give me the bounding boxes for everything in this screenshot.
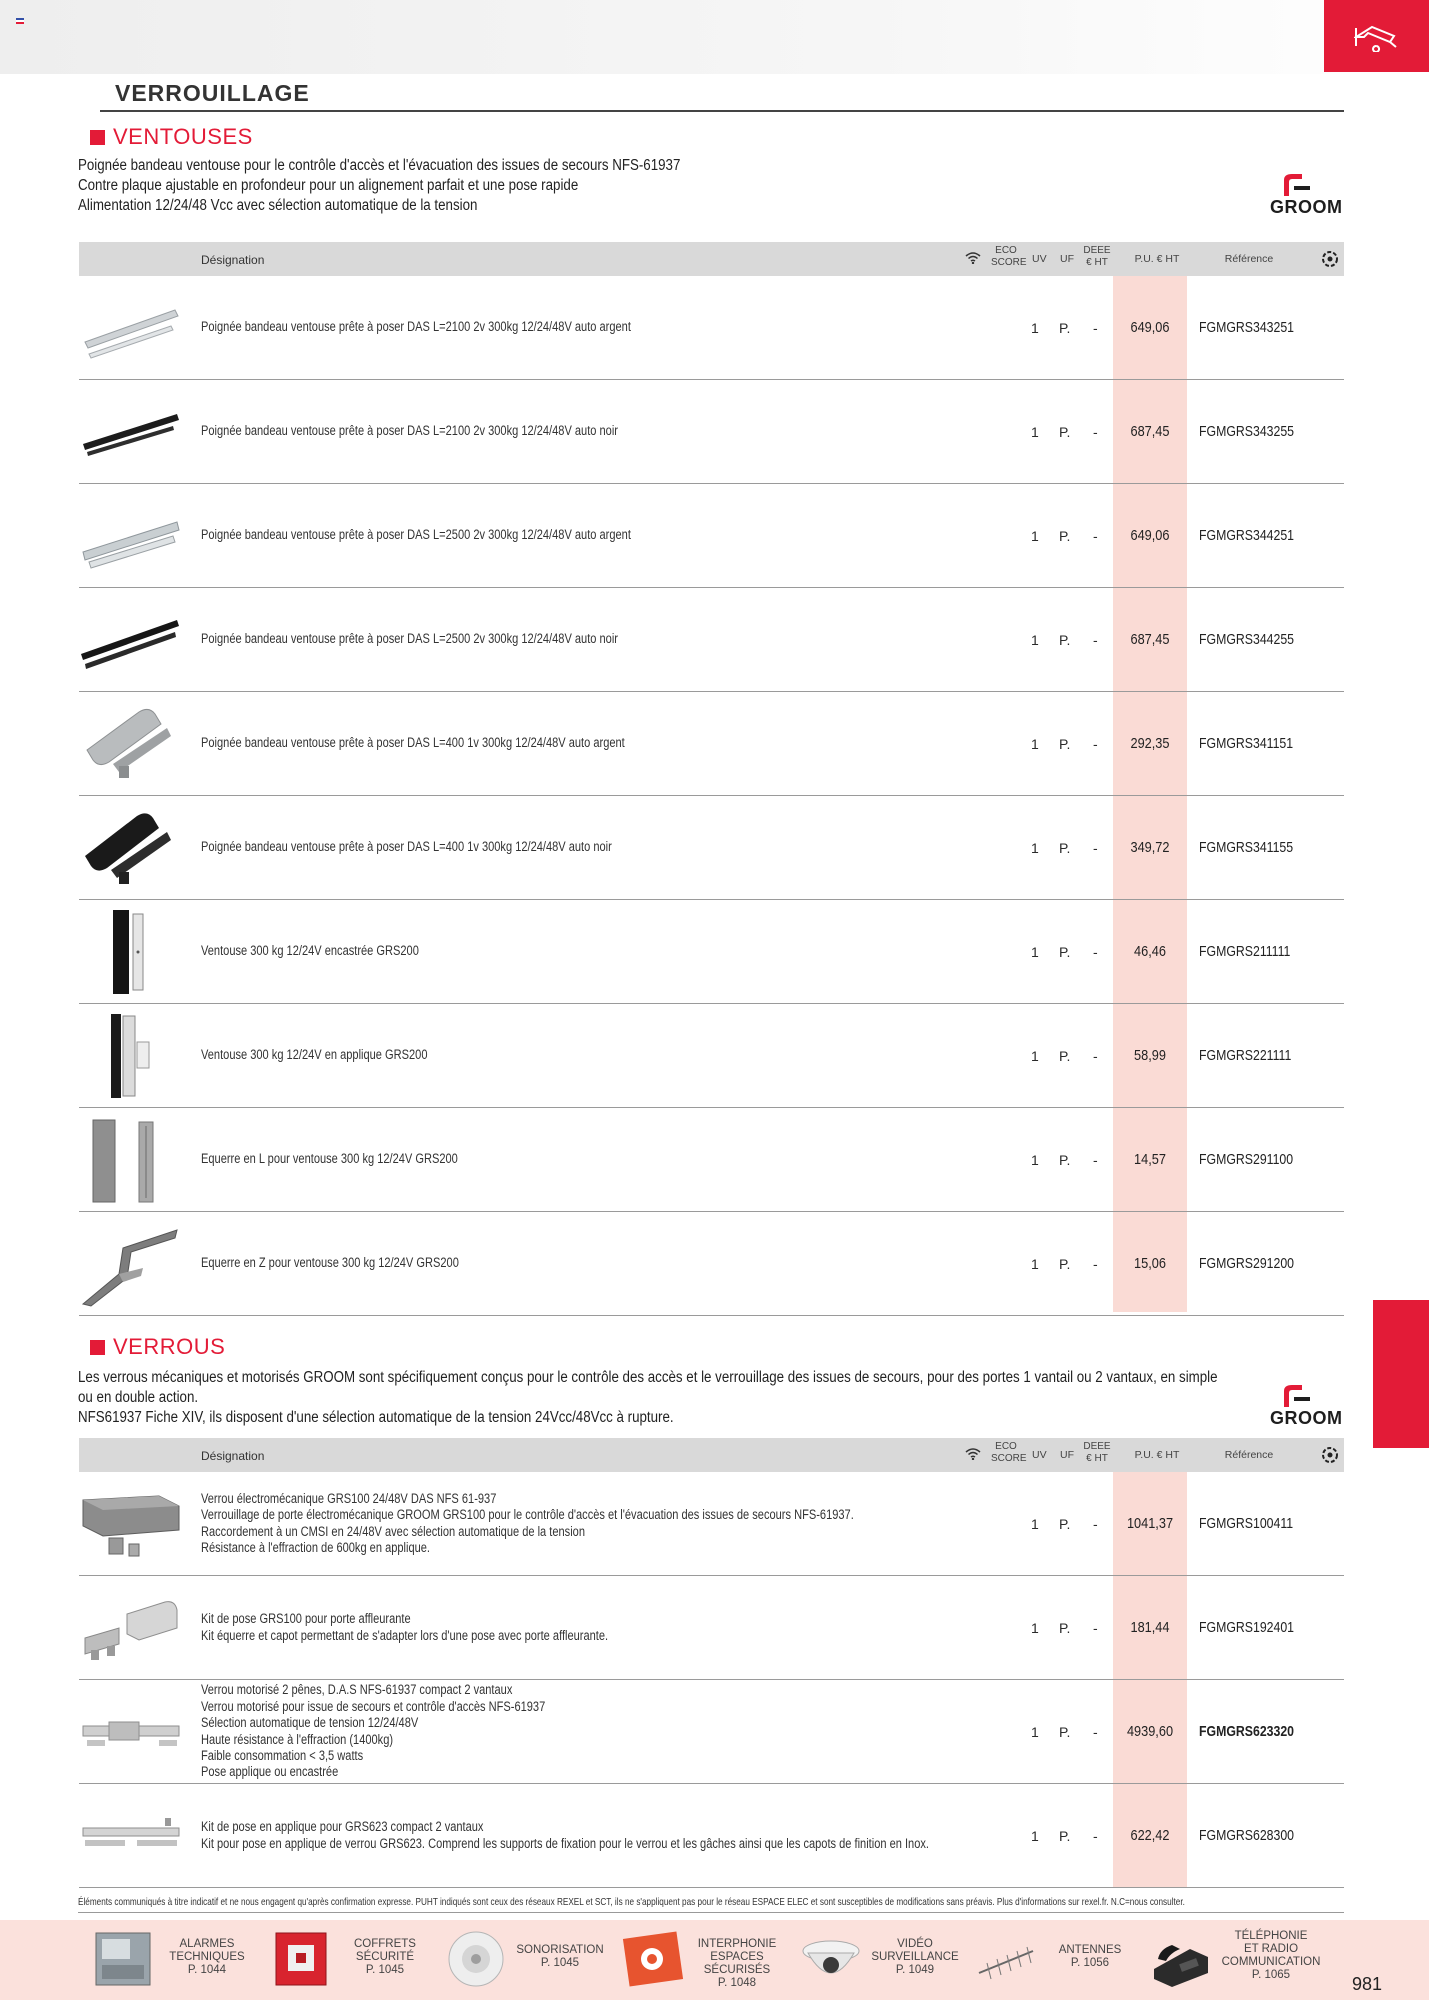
section-intro bbox=[78, 156, 680, 216]
table-row[interactable] bbox=[79, 484, 1344, 588]
footer-label: COFFRETS SÉCURITÉ P. 1045 bbox=[354, 1938, 416, 1976]
table-header bbox=[79, 1438, 1344, 1472]
uf-value: P. bbox=[1059, 839, 1071, 856]
dome-camera-icon bbox=[800, 1929, 862, 1989]
intro-line: NFS61937 Fiche XIV, ils disposent d'une sélection automatique de la tension 24Vcc/48Vcc à rupture. bbox=[78, 1409, 674, 1427]
uf-value: P. bbox=[1059, 1047, 1071, 1064]
security-camera-icon bbox=[1354, 22, 1400, 52]
table-row[interactable] bbox=[79, 900, 1344, 1004]
section-marker bbox=[90, 130, 105, 145]
uv-value: 1 bbox=[1031, 319, 1039, 336]
header-eco-score: ECO SCORE bbox=[991, 245, 1027, 268]
bar-silver-icon bbox=[79, 492, 183, 580]
designation: Verrou motorisé 2 pênes, D.A.S NFS-61937 compact 2 vantaux Verrou motorisé pour issue de secours et contrôle d'accès NFS-61937 Sélection automatique de tension 12/24/48V Haute résistance à l'effraction (1400kg) Faible consommation < 3,5 watts Pose applique ou encastrée bbox=[201, 1682, 546, 1780]
table-row[interactable] bbox=[79, 796, 1344, 900]
wifi-icon bbox=[965, 252, 981, 264]
unit-price: 649,06 bbox=[1130, 319, 1170, 336]
deee-value: - bbox=[1093, 1723, 1098, 1740]
unit-price: 292,35 bbox=[1130, 735, 1170, 752]
deee-value: - bbox=[1093, 631, 1098, 648]
table-row[interactable] bbox=[79, 1472, 1344, 1576]
uv-value: 1 bbox=[1031, 1723, 1039, 1740]
wifi-icon bbox=[965, 1448, 981, 1460]
designation: Poignée bandeau ventouse prête à poser DAS L=2500 2v 300kg 12/24/48V auto argent bbox=[201, 527, 631, 543]
lock-box-icon bbox=[79, 1480, 183, 1568]
header-designation: Désignation bbox=[201, 1449, 265, 1463]
bar-black-icon bbox=[79, 596, 183, 684]
deee-value: - bbox=[1093, 1827, 1098, 1844]
designation: Kit de pose en applique pour GRS623 compact 2 vantaux Kit pour pose en applique de verrou GRS623. Comprend les supports de fixation pour le verrou et les gâches ainsi que les capots de finition en Inox. bbox=[201, 1819, 929, 1851]
uv-value: 1 bbox=[1031, 631, 1039, 648]
product-reference[interactable]: FGMGRS341155 bbox=[1199, 839, 1294, 856]
footer-link-telephonie[interactable] bbox=[1150, 1920, 1330, 2000]
uf-value: P. bbox=[1059, 943, 1071, 960]
page-title: VERROUILLAGE bbox=[115, 80, 310, 106]
header-eco-score: ECO SCORE bbox=[991, 1441, 1027, 1464]
designation: Poignée bandeau ventouse prête à poser DAS L=2100 2v 300kg 12/24/48V auto argent bbox=[201, 319, 631, 335]
mount-kit-icon bbox=[79, 1584, 183, 1672]
designation: Poignée bandeau ventouse prête à poser DAS L=400 1v 300kg 12/24/48V auto argent bbox=[201, 735, 625, 751]
uv-value: 1 bbox=[1031, 735, 1039, 752]
header-uf: UF bbox=[1060, 253, 1074, 265]
intro-line: Les verrous mécaniques et motorisés GROOM sont spécifiquement conçus pour le contrôle des accès et le verrouillage des issues de secours, pour des portes 1 vantail ou 2 vantaux, en simple bbox=[78, 1369, 1218, 1386]
table-row[interactable] bbox=[79, 588, 1344, 692]
bar-black-icon bbox=[79, 388, 183, 476]
intro-line: Poignée bandeau ventouse pour le contrôle d'accès et l'évacuation des issues de secours NFS-61937 bbox=[78, 157, 681, 174]
product-reference[interactable]: FGMGRS221111 bbox=[1199, 1047, 1292, 1064]
table-row[interactable] bbox=[79, 276, 1344, 380]
deee-value: - bbox=[1093, 943, 1098, 960]
table-row[interactable] bbox=[79, 692, 1344, 796]
designation: Kit de pose GRS100 pour porte affleurante Kit équerre et capot permettant de s'adapter lors d'une pose avec porte affleurante. bbox=[201, 1611, 609, 1643]
header-reference: Référence bbox=[1224, 253, 1274, 265]
maglock-flush-icon bbox=[79, 908, 183, 996]
deee-value: - bbox=[1093, 423, 1098, 440]
header-uv: UV bbox=[1032, 253, 1047, 265]
section-intro bbox=[78, 1368, 1218, 1428]
section-tab[interactable] bbox=[1324, 0, 1429, 72]
designation: Poignée bandeau ventouse prête à poser DAS L=2500 2v 300kg 12/24/48V auto noir bbox=[201, 631, 618, 647]
intro-line: Contre plaque ajustable en profondeur pour un alignement parfait et une pose rapide bbox=[78, 177, 579, 195]
uv-value: 1 bbox=[1031, 1255, 1039, 1272]
french-flag-icon bbox=[16, 18, 24, 24]
footer-link-alarmes[interactable] bbox=[92, 1920, 267, 2000]
uf-value: P. bbox=[1059, 527, 1071, 544]
table-row[interactable] bbox=[79, 1004, 1344, 1108]
antenna-icon bbox=[975, 1929, 1037, 1989]
l-bracket-icon bbox=[79, 1116, 183, 1204]
uf-value: P. bbox=[1059, 1515, 1071, 1532]
short-black-icon bbox=[79, 804, 183, 892]
header-deee: DEEE € HT bbox=[1083, 1441, 1111, 1464]
header-uf: UF bbox=[1060, 1449, 1074, 1461]
desk-phone-icon bbox=[1150, 1929, 1212, 1989]
footer-link-sonorisation[interactable] bbox=[445, 1920, 620, 2000]
designation: Ventouse 300 kg 12/24V en applique GRS200 bbox=[201, 1047, 428, 1063]
footer-label: ANTENNES P. 1056 bbox=[1058, 1944, 1122, 1969]
footer-link-antennes[interactable] bbox=[975, 1920, 1150, 2000]
footer-nav bbox=[0, 1920, 1429, 2000]
intro-line: Alimentation 12/24/48 Vcc avec sélection automatique de la tension bbox=[78, 197, 478, 215]
footer-label: SONORISATION P. 1045 bbox=[516, 1944, 604, 1969]
footer-label: INTERPHONIE ESPACES SÉCURISÉS P. 1048 bbox=[697, 1938, 777, 1989]
maglock-surface-icon bbox=[79, 1012, 183, 1100]
section-label: VERROUS bbox=[113, 1334, 226, 1359]
z-bracket-icon bbox=[79, 1220, 183, 1308]
product-reference[interactable]: FGMGRS623320 bbox=[1199, 1723, 1295, 1740]
uf-value: P. bbox=[1059, 735, 1071, 752]
footer-link-video[interactable] bbox=[800, 1920, 975, 2000]
groom-logo-mark bbox=[1280, 1383, 1320, 1409]
groom-logo bbox=[1270, 1383, 1344, 1429]
product-reference[interactable]: FGMGRS291200 bbox=[1199, 1255, 1295, 1272]
uv-value: 1 bbox=[1031, 943, 1039, 960]
deee-value: - bbox=[1093, 527, 1098, 544]
unit-price: 349,72 bbox=[1130, 839, 1170, 856]
header-unit-price: P.U. € HT bbox=[1134, 253, 1180, 265]
footer-label: ALARMES TECHNIQUES P. 1044 bbox=[169, 1938, 245, 1976]
uv-value: 1 bbox=[1031, 1619, 1039, 1636]
section-heading-ventouses bbox=[90, 124, 253, 150]
unit-price: 181,44 bbox=[1130, 1619, 1170, 1636]
unit-price: 58,99 bbox=[1134, 1047, 1166, 1064]
brand-name: GROOM bbox=[1270, 1408, 1343, 1428]
intro-line: ou en double action. bbox=[78, 1389, 199, 1407]
motor-lock-icon bbox=[79, 1688, 183, 1776]
groom-logo-mark bbox=[1280, 172, 1320, 198]
footer-link-interphonie[interactable] bbox=[622, 1920, 797, 2000]
product-reference[interactable]: FGMGRS211111 bbox=[1199, 943, 1291, 960]
uf-value: P. bbox=[1059, 1255, 1071, 1272]
divider bbox=[78, 1912, 1344, 1913]
header-reference: Référence bbox=[1224, 1449, 1274, 1461]
product-reference[interactable]: FGMGRS343251 bbox=[1199, 319, 1295, 336]
uv-value: 1 bbox=[1031, 423, 1039, 440]
alarm-panel-icon bbox=[92, 1929, 154, 1989]
deee-value: - bbox=[1093, 1515, 1098, 1532]
uv-value: 1 bbox=[1031, 1515, 1039, 1532]
unit-price: 687,45 bbox=[1130, 423, 1170, 440]
unit-price: 622,42 bbox=[1130, 1827, 1170, 1844]
uv-value: 1 bbox=[1031, 839, 1039, 856]
short-silver-icon bbox=[79, 700, 183, 788]
unit-price: 687,45 bbox=[1130, 631, 1170, 648]
deee-value: - bbox=[1093, 1255, 1098, 1272]
refuge-sign-icon bbox=[622, 1929, 684, 1989]
unit-price: 15,06 bbox=[1134, 1255, 1166, 1272]
table-row[interactable] bbox=[79, 1108, 1344, 1212]
product-reference[interactable]: FGMGRS344251 bbox=[1199, 527, 1295, 544]
uf-value: P. bbox=[1059, 319, 1071, 336]
uf-value: P. bbox=[1059, 1723, 1071, 1740]
disclaimer: Éléments communiqués à titre indicatif et ne nous engagent qu'après confirmation expresse. PUHT indiqués sont ceux des réseaux REXEL et SCT, ils ne s'appliquent pas pour le réseau ESPACE ELEC et sont susceptibles de modifications sans préavis. Plus d'informations sur rexel.fr. N.C=nous consulter. bbox=[78, 1896, 1185, 1908]
deee-value: - bbox=[1093, 319, 1098, 336]
uf-value: P. bbox=[1059, 1151, 1071, 1168]
deee-value: - bbox=[1093, 1619, 1098, 1636]
footer-label: TÉLÉPHONIE ET RADIO COMMUNICATION P. 1065 bbox=[1221, 1930, 1321, 1981]
designation: Equerre en Z pour ventouse 300 kg 12/24V GRS200 bbox=[201, 1255, 459, 1271]
table-row[interactable] bbox=[79, 380, 1344, 484]
brand-name: GROOM bbox=[1270, 197, 1343, 217]
bar-silver-icon bbox=[79, 284, 183, 372]
title-rule bbox=[100, 110, 1344, 112]
product-reference[interactable]: FGMGRS343255 bbox=[1199, 423, 1295, 440]
section-heading-verrous bbox=[90, 1334, 225, 1360]
section-label: VENTOUSES bbox=[113, 124, 253, 149]
top-band bbox=[0, 0, 1429, 74]
rail-kit-icon bbox=[79, 1792, 183, 1880]
footer-link-coffrets[interactable] bbox=[270, 1920, 445, 2000]
header-deee: DEEE € HT bbox=[1083, 245, 1111, 268]
uf-value: P. bbox=[1059, 423, 1071, 440]
product-reference[interactable]: FGMGRS341151 bbox=[1199, 735, 1294, 752]
footer-label: VIDÉO SURVEILLANCE P. 1049 bbox=[871, 1938, 959, 1976]
uv-value: 1 bbox=[1031, 527, 1039, 544]
fire-box-icon bbox=[270, 1929, 332, 1989]
recycle-icon bbox=[1321, 250, 1339, 268]
designation: Poignée bandeau ventouse prête à poser DAS L=400 1v 300kg 12/24/48V auto noir bbox=[201, 839, 612, 855]
unit-price: 4939,60 bbox=[1126, 1723, 1174, 1740]
side-index-tab[interactable] bbox=[1373, 1300, 1429, 1448]
product-reference[interactable]: FGMGRS100411 bbox=[1199, 1515, 1294, 1532]
unit-price: 46,46 bbox=[1134, 943, 1166, 960]
product-reference[interactable]: FGMGRS192401 bbox=[1199, 1619, 1295, 1636]
unit-price: 1041,37 bbox=[1126, 1515, 1174, 1532]
uf-value: P. bbox=[1059, 1827, 1071, 1844]
section-marker bbox=[90, 1340, 105, 1355]
product-reference[interactable]: FGMGRS628300 bbox=[1199, 1827, 1295, 1844]
deee-value: - bbox=[1093, 1047, 1098, 1064]
table-header bbox=[79, 242, 1344, 276]
page-number: 981 bbox=[1352, 1974, 1383, 1994]
recycle-icon bbox=[1321, 1446, 1339, 1464]
deee-value: - bbox=[1093, 839, 1098, 856]
table-row[interactable] bbox=[79, 1680, 1344, 1784]
deee-value: - bbox=[1093, 1151, 1098, 1168]
groom-logo bbox=[1270, 172, 1344, 218]
uf-value: P. bbox=[1059, 631, 1071, 648]
uv-value: 1 bbox=[1031, 1151, 1039, 1168]
uf-value: P. bbox=[1059, 1619, 1071, 1636]
speaker-icon bbox=[445, 1929, 507, 1989]
product-reference[interactable]: FGMGRS291100 bbox=[1199, 1151, 1294, 1168]
designation: Ventouse 300 kg 12/24V encastrée GRS200 bbox=[201, 943, 419, 959]
header-uv: UV bbox=[1032, 1449, 1047, 1461]
table-row[interactable] bbox=[79, 1576, 1344, 1680]
table-row[interactable] bbox=[79, 1784, 1344, 1888]
header-unit-price: P.U. € HT bbox=[1134, 1449, 1180, 1461]
deee-value: - bbox=[1093, 735, 1098, 752]
unit-price: 649,06 bbox=[1130, 527, 1170, 544]
uv-value: 1 bbox=[1031, 1047, 1039, 1064]
product-reference[interactable]: FGMGRS344255 bbox=[1199, 631, 1295, 648]
designation: Equerre en L pour ventouse 300 kg 12/24V GRS200 bbox=[201, 1151, 458, 1167]
uv-value: 1 bbox=[1031, 1827, 1039, 1844]
table-row[interactable] bbox=[79, 1212, 1344, 1316]
designation: Verrou électromécanique GRS100 24/48V DAS NFS 61-937 Verrouillage de porte électromécanique GROOM GRS100 pour le contrôle d'accès et l'évacuation des issues de secours NFS-61937. Raccordement à un CMSI en 24/48V avec sélection automatique de la tension Résistance à l'effraction de 600kg en applique. bbox=[201, 1490, 854, 1555]
unit-price: 14,57 bbox=[1134, 1151, 1166, 1168]
designation: Poignée bandeau ventouse prête à poser DAS L=2100 2v 300kg 12/24/48V auto noir bbox=[201, 423, 618, 439]
header-designation: Désignation bbox=[201, 253, 265, 267]
